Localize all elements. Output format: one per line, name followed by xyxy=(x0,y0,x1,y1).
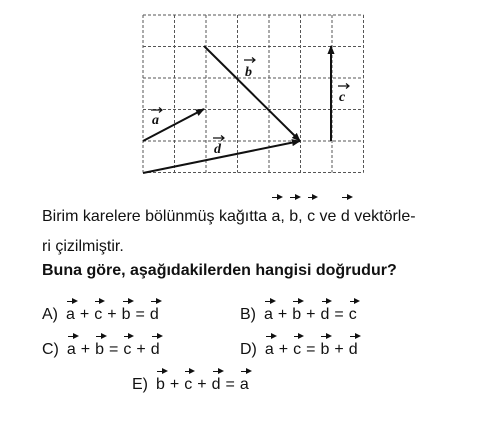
vector-term: c xyxy=(123,335,131,359)
vector-term: c xyxy=(184,370,192,394)
vector-term: b xyxy=(95,335,104,359)
option-a[interactable] xyxy=(42,300,159,324)
statement-line2: ri çizilmiştir. xyxy=(42,238,124,255)
statement-sep1: , xyxy=(280,208,285,225)
vector-term: b xyxy=(320,335,329,359)
statement-prefix: Birim karelere bölünmüş kağıtta xyxy=(42,208,267,225)
operator: + xyxy=(277,306,288,323)
operator: + xyxy=(197,376,207,393)
operator: + xyxy=(334,341,344,358)
vector-b-label-arrow xyxy=(244,58,255,63)
operator: = xyxy=(225,376,235,393)
vector-grid-figure xyxy=(0,0,495,190)
operator: = xyxy=(135,306,145,323)
option-expression xyxy=(265,341,358,358)
vector-term: a xyxy=(67,335,76,359)
statement-conj: ve xyxy=(319,208,337,225)
option-expression xyxy=(156,376,249,393)
vector-c-label-arrow xyxy=(338,84,349,89)
operator: + xyxy=(80,341,91,358)
vector-term: a xyxy=(265,335,274,359)
vector-d-label: d xyxy=(214,142,221,157)
vector-term: a xyxy=(264,300,273,324)
option-expression xyxy=(66,306,159,323)
operator: = xyxy=(334,306,344,323)
statement-vector-c: c xyxy=(307,196,315,232)
operator: + xyxy=(278,341,289,358)
operator: + xyxy=(79,306,90,323)
operator: + xyxy=(136,341,146,358)
vector-term: b xyxy=(122,300,131,324)
vector-term: d xyxy=(212,370,221,394)
option-label: C) xyxy=(42,341,59,358)
statement-vector-a: a xyxy=(271,196,280,232)
vector-c-label: c xyxy=(339,90,346,105)
vector-term: b xyxy=(292,300,301,324)
vector-b-label: b xyxy=(245,65,252,80)
operator: + xyxy=(169,376,180,393)
operator: + xyxy=(107,306,117,323)
operator: + xyxy=(306,306,316,323)
question-text: Buna göre, aşağıdakilerden hangisi doğrudur? xyxy=(42,262,397,279)
statement-vector-b: b xyxy=(289,196,298,232)
vector-term: c xyxy=(349,300,357,324)
option-d[interactable] xyxy=(240,335,358,359)
option-label: D) xyxy=(240,341,257,358)
option-b[interactable] xyxy=(240,300,357,324)
option-label: A) xyxy=(42,306,58,323)
statement-vector-d: d xyxy=(341,196,350,232)
option-label: B) xyxy=(240,306,256,323)
vector-term: c xyxy=(293,335,301,359)
vector-d-label-arrow xyxy=(213,136,224,141)
vector-term: c xyxy=(94,300,102,324)
option-e[interactable] xyxy=(132,370,249,394)
operator: = xyxy=(109,341,119,358)
vector-term: d xyxy=(349,335,358,359)
vector-a-label-arrow xyxy=(151,108,162,113)
vector-term: a xyxy=(66,300,75,324)
option-expression xyxy=(264,306,357,323)
operator: = xyxy=(306,341,316,358)
vector-term: b xyxy=(156,370,165,394)
problem-statement xyxy=(42,196,482,262)
vector-term: a xyxy=(240,370,249,394)
vector-term: d xyxy=(151,335,160,359)
statement-sep2: , xyxy=(298,208,303,225)
vector-a-label: a xyxy=(152,113,159,128)
vector-term: d xyxy=(150,300,159,324)
statement-suffix: vektörle- xyxy=(354,208,416,225)
vector-term: d xyxy=(321,300,330,324)
option-expression xyxy=(67,341,160,358)
vector-d-line xyxy=(143,141,300,173)
option-label: E) xyxy=(132,376,148,393)
vector-labels xyxy=(151,58,349,158)
option-c[interactable] xyxy=(42,335,160,359)
